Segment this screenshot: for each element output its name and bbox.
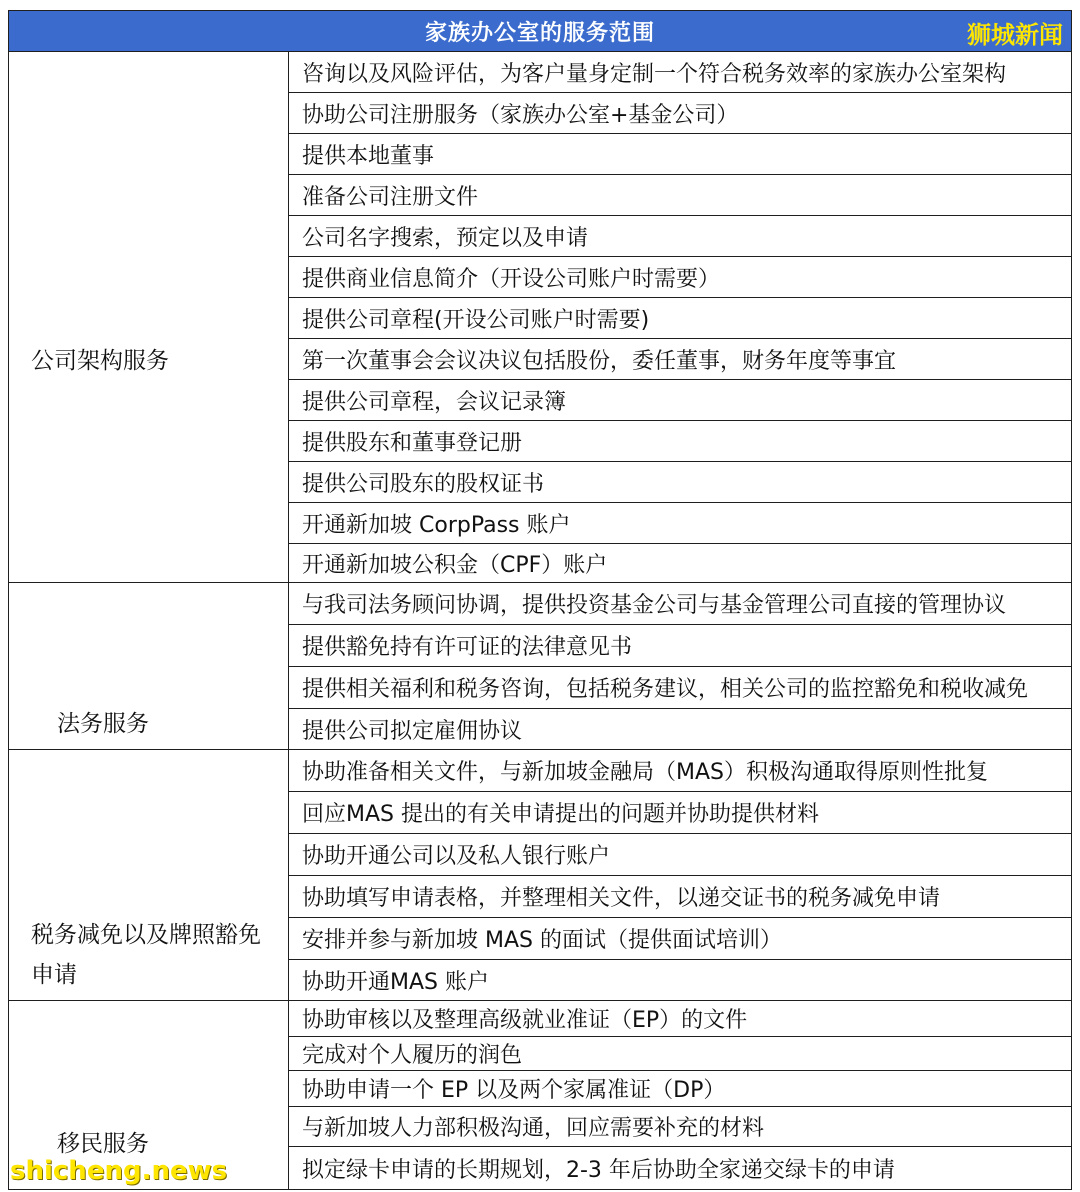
list-item: 咨询以及风险评估，为客户量身定制一个符合税务效率的家族办公室架构 (289, 52, 1071, 93)
list-item: 协助申请一个 EP 以及两个家属准证（DP） (289, 1071, 1071, 1107)
category-label: 公司架构服务 (31, 348, 169, 374)
list-item: 准备公司注册文件 (289, 175, 1071, 216)
list-item: 协助开通MAS 账户 (302, 969, 489, 995)
list-item: 公司名字搜索，预定以及申请 (289, 216, 1071, 257)
list-item: 拟定绿卡申请的长期规划，2-3 年后协助全家递交绿卡的申请 (302, 1157, 895, 1183)
category-label: 移民服务 (57, 1131, 149, 1157)
list-item: 提供公司拟定雇佣协议 (302, 718, 523, 744)
category-cell (9, 583, 289, 749)
list-item: 协助审核以及整理高级就业准证（EP）的文件 (289, 1001, 1071, 1037)
list-item: 提供豁免持有许可证的法律意见书 (289, 625, 1071, 667)
category-cell (9, 750, 289, 1000)
list-item: 提供相关福利和税务咨询，包括税务建议，相关公司的监控豁免和税收减免 (289, 667, 1071, 709)
list-item: 提供公司股东的股权证书 (289, 462, 1071, 503)
list-item: 第一次董事会会议决议包括股份，委任董事，财务年度等事宜 (289, 339, 1071, 380)
services-table (8, 10, 1072, 1190)
list-item: 开通新加坡公积金（CPF）账户 (302, 552, 608, 578)
list-item: 回应MAS 提出的有关申请提出的问题并协助提供材料 (289, 792, 1071, 834)
list-item: 提供商业信息简介（开设公司账户时需要） (289, 257, 1071, 298)
category-label: 法务服务 (57, 711, 149, 737)
list-item: 与新加坡人力部积极沟通，回应需要补充的材料 (289, 1107, 1071, 1147)
list-item: 协助准备相关文件，与新加坡金融局（MAS）积极沟通取得原则性批复 (289, 750, 1071, 792)
list-item: 完成对个人履历的润色 (289, 1037, 1071, 1071)
item-list (289, 1001, 1071, 1189)
list-item: 协助填写申请表格，并整理相关文件，以递交证书的税务减免申请 (289, 876, 1071, 918)
item-list (289, 583, 1071, 749)
list-item: 提供股东和董事登记册 (289, 421, 1071, 462)
list-item: 协助公司注册服务（家族办公室+基金公司） (289, 93, 1071, 134)
item-list (289, 52, 1071, 582)
list-item: 提供本地董事 (289, 134, 1071, 175)
item-list (289, 750, 1071, 1000)
table-header (9, 11, 1071, 52)
service-group-corporate (9, 52, 1071, 583)
service-group-legal (9, 583, 1071, 750)
list-item: 协助开通公司以及私人银行账户 (289, 834, 1071, 876)
watermark-text: shicheng.news (10, 1156, 228, 1186)
brand-logo-text: 狮城新闻 (967, 21, 1063, 49)
list-item: 提供公司章程(开设公司账户时需要) (289, 298, 1071, 339)
category-cell (9, 52, 289, 582)
list-item: 安排并参与新加坡 MAS 的面试（提供面试培训） (289, 918, 1071, 960)
category-label-line1: 税务减免以及牌照豁免 (31, 922, 261, 948)
list-item: 开通新加坡 CorpPass 账户 (289, 503, 1071, 544)
list-item: 与我司法务顾问协调，提供投资基金公司与基金管理公司直接的管理协议 (289, 583, 1071, 625)
list-item: 提供公司章程，会议记录簿 (289, 380, 1071, 421)
category-label-line2: 申请 (31, 962, 77, 988)
table-title: 家族办公室的服务范围 (424, 20, 655, 46)
service-group-tax (9, 750, 1071, 1001)
